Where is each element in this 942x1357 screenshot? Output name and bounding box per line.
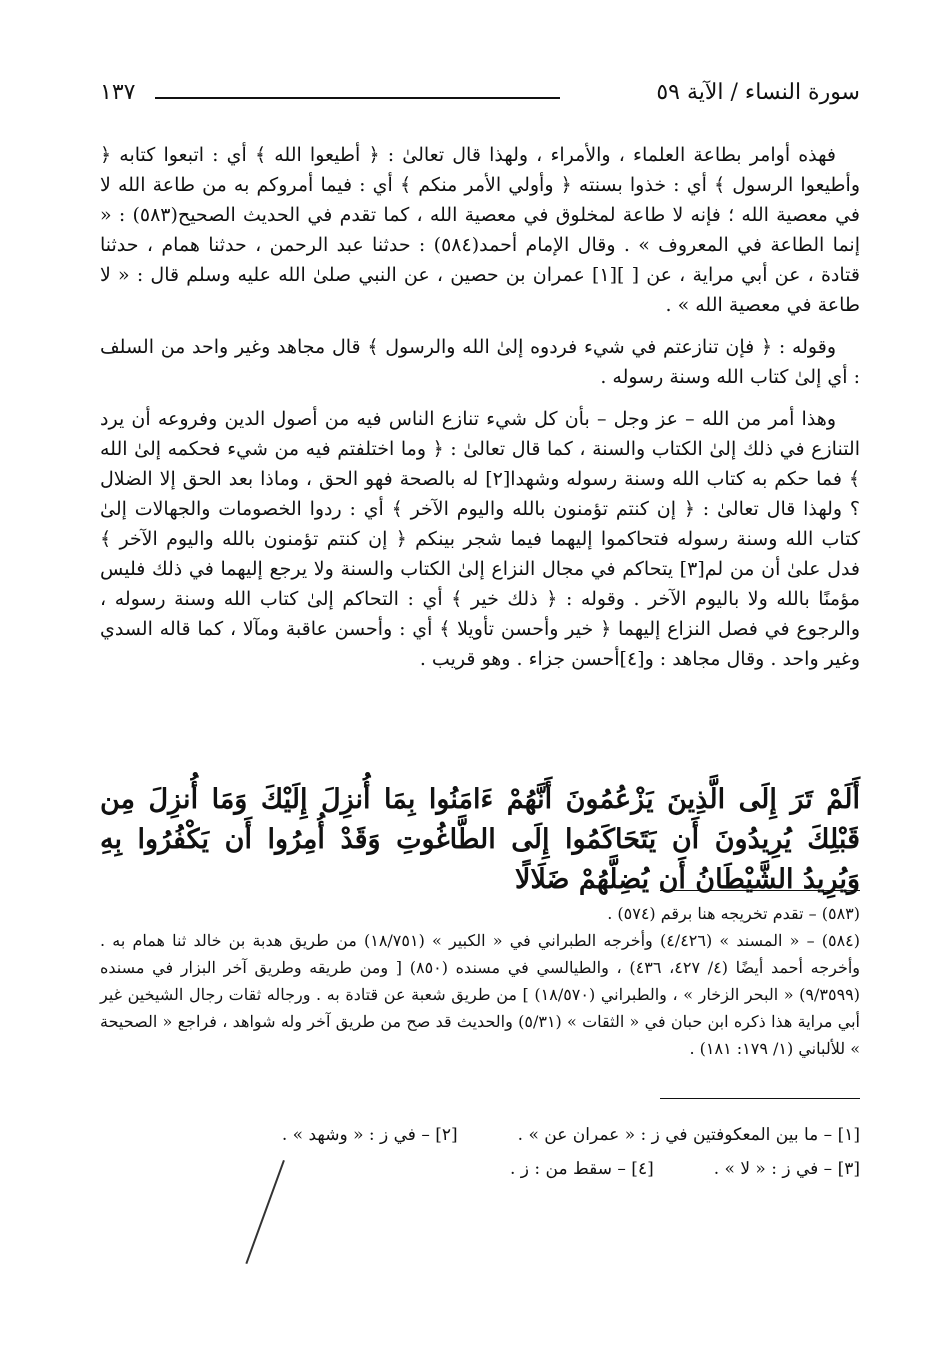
paragraph-1: فهذه أوامر بطاعة العلماء ، والأمراء ، ولهذا قال تعالىٰ : ﴿ أطيعوا الله ﴾ أي : اتبعوا كتابه ﴿ وأطيعوا الرسول ﴾ أي : خذوا بسنته ﴿ وأولي الأمر منكم ﴾ أي : فيما أمروكم به من طاعة الله لا في معصية الله ؛ فإنه لا طاعة لمخلوق في معصية الله ، كما تقدم في الحديث الصحيح(٥٨٣) : « إنما الطاعة في المعروف » . وقال الإمام أحمد(٥٨٤) : حدثنا عبد الرحمن ، حدثنا همام ، حدثنا قتادة ، عن أبي مراية ، عن [ ][١] عمران بن حصين ، عن النبي صلىٰ الله عليه وسلم قال : « لا طاعة في معصية الله » .: [100, 144, 860, 316]
editor-note-3: [٣] – في ز : « لا » .: [713, 1159, 860, 1179]
editor-note-2: [٢] – في ز : « وشهد » .: [281, 1125, 458, 1145]
page-header: [100, 80, 860, 116]
editor-notes-row-1: [100, 1118, 860, 1152]
footnote-584: (٥٨٤) – « المسند » (٤/٤٢٦) وأخرجه الطبراني في « الكبير » (١٨/٧٥١) من طريق هدبة بن خالد ثنا همام به . وأخرجه أحمد أيضًا (٤/ ٤٢٧، ٤٣٦) ، والطيالسي في مسنده (٨٥٠) [ ومن طريقه وطريق آخر البزار في مسنده (٩/٣٥٩٩) « البحر الزخار » ، والطبراني (١٨/٥٧٠) ] من طريق شعبة عن قتادة به . ورجاله ثقات رجال الشيخين غير أبي مراية هذا ذكره ابن حبان في « الثقات » (٥/٣١) والحديث قد صح من طريق آخر وله شواهد ، فراجع « الصحيحة » للألباني (١/ ١٧٩: ١٨١) .: [100, 931, 861, 1058]
editor-notes: [100, 1118, 860, 1186]
page-number: ١٣٧: [100, 80, 136, 105]
footnote-583: (٥٨٣) – تقدم تخريجه هنا برقم (٥٧٤) .: [607, 904, 860, 923]
header-rule: [155, 97, 560, 99]
footnotes: [100, 900, 860, 1062]
editor-notes-row-2: [100, 1152, 860, 1186]
editor-note-4: [٤] – سقط من : ز .: [510, 1159, 654, 1179]
editor-note-1: [١] – ما بين المعكوفتين في ز : « عمران عن » .: [517, 1125, 860, 1145]
main-text: [100, 140, 860, 686]
editor-notes-rule: [660, 1098, 860, 1099]
paragraph-2: وقوله : ﴿ فإن تنازعتم في شيء فردوه إلىٰ الله والرسول ﴾ قال مجاهد وغير واحد من السلف : أي إلىٰ كتاب الله وسنة رسوله .: [100, 336, 860, 388]
quran-verse: أَلَمْ تَرَ إِلَى الَّذِينَ يَزْعُمُونَ أَنَّهُمْ ءَامَنُوا بِمَا أُنزِلَ إِلَيْكَ وَمَا أُنزِلَ مِن قَبْلِكَ يُرِيدُونَ أَن يَتَحَاكَمُوا إِلَى الطَّاغُوتِ وَقَدْ أُمِرُوا أَن يَكْفُرُوا بِهِ وَيُرِيدُ الشَّيْطَانُ أَن يُضِلَّهُمْ ضَلَالًا: [100, 784, 860, 895]
paragraph-3: وهذا أمر من الله – عز وجل – بأن كل شيء تنازع الناس فيه من أصول الدين وفروعه أن يرد التنازع في ذلك إلىٰ الكتاب والسنة ، كما قال تعالىٰ : ﴿ وما اختلفتم فيه من شيء فحكمه إلىٰ الله ﴾ فما حكم به كتاب الله وسنة رسوله وشهدا[٢] له بالصحة فهو الحق ، وماذا بعد الحق إلا الضلال ؟ ولهذا قال تعالىٰ : ﴿ إن كنتم تؤمنون بالله واليوم الآخر ﴾ أي : ردوا الخصومات والجهالات إلىٰ كتاب الله وسنة رسوله فتحاكموا إليهما فيما شجر بينكم ﴿ إن كنتم تؤمنون بالله واليوم الآخر ﴾ فدل علىٰ أن من لم[٣] يتحاكم في مجال النزاع إلىٰ الكتاب والسنة ولا يرجع إليهما في ذلك فليس مؤمنًا بالله ولا باليوم الآخر . وقوله : ﴿ ذلك خير ﴾ أي : التحاكم إلىٰ كتاب الله وسنة رسوله ، والرجوع في فصل النزاع إليهما ﴿ خير وأحسن تأويلا ﴾ أي : وأحسن عاقبة ومآلا ، كما قاله السدي وغير واحد . وقال مجاهد : و[٤]أحسن جزاء . وهو قريب .: [100, 408, 860, 670]
surah-title: سورة النساء / الآية ٥٩: [656, 80, 860, 105]
footnote-rule: [660, 890, 860, 891]
